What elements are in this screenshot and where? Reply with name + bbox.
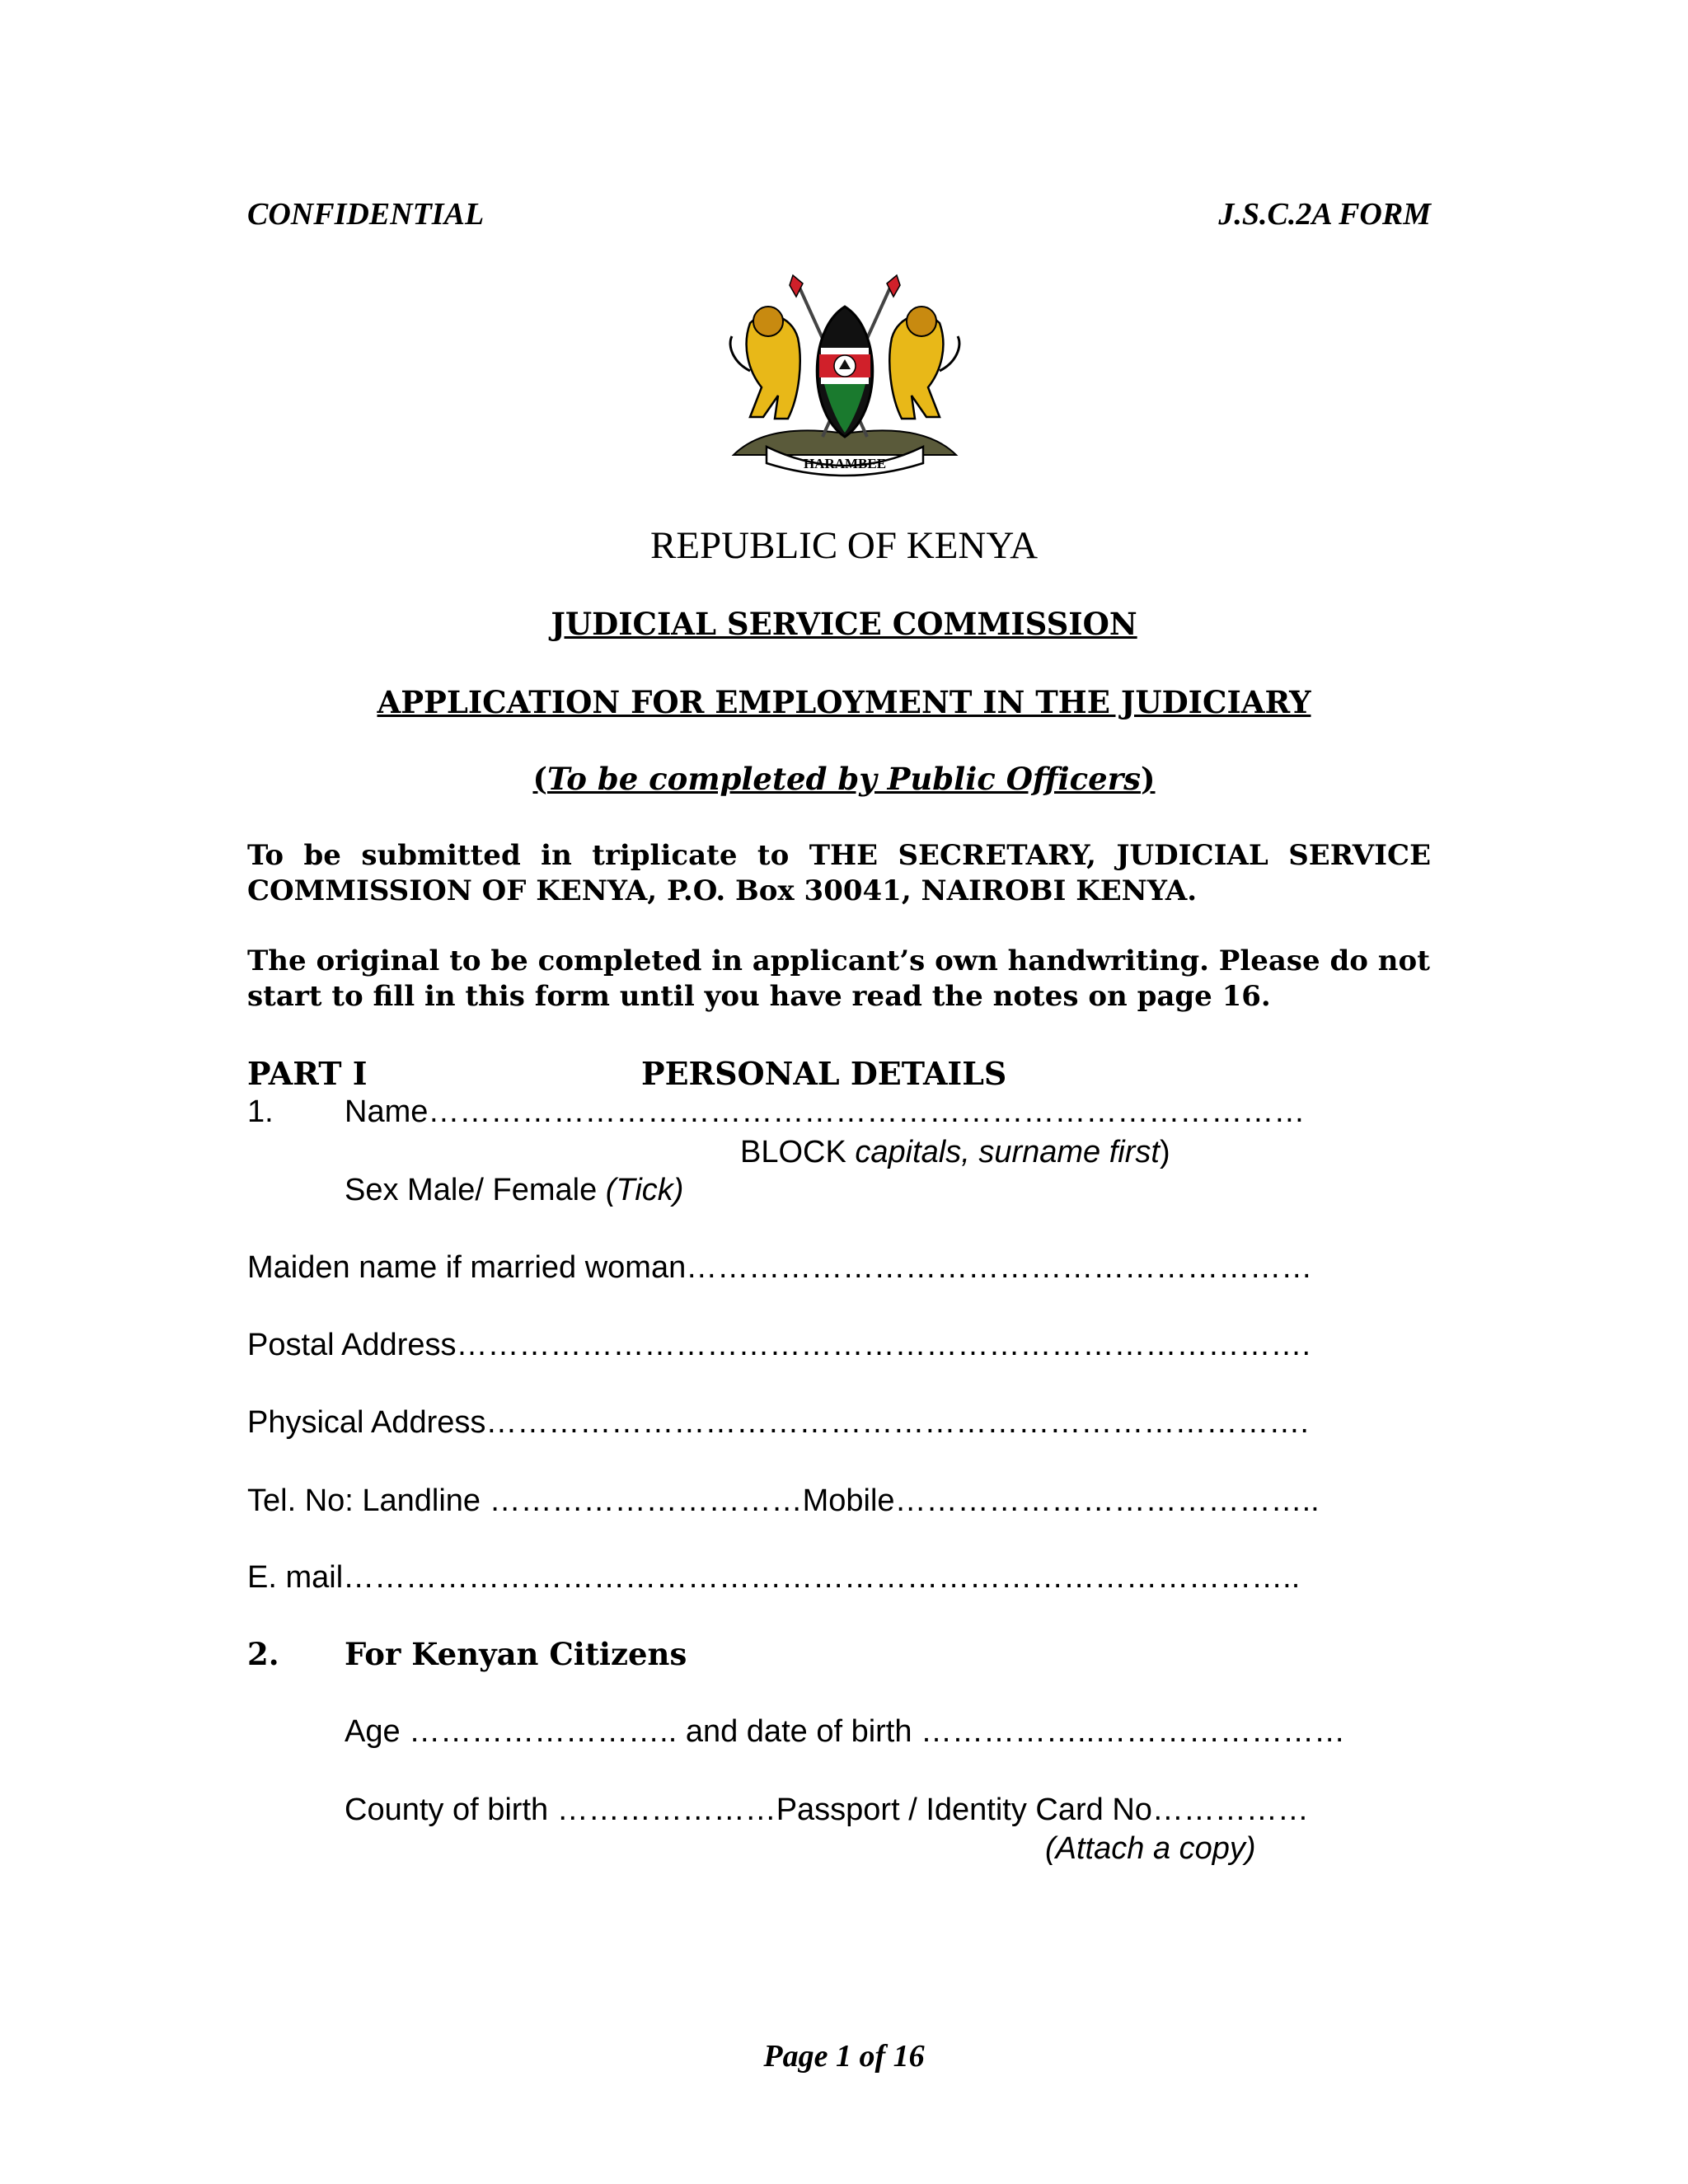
county-passport-field[interactable]: County of birth …………………Passport / Identity Card No…………… — [345, 1793, 1309, 1827]
applicant-subtitle — [0, 761, 1688, 797]
attach-copy-note: (Attach a copy) — [1045, 1831, 1256, 1866]
confidential-label: CONFIDENTIAL — [247, 197, 485, 232]
crest-motto: HARAMBEE — [803, 456, 887, 471]
name-hint — [740, 1135, 1170, 1170]
block-hint: capitals, surname first — [855, 1135, 1160, 1169]
commission-title: JUDICIAL SERVICE COMMISSION — [551, 606, 1137, 642]
question-2-number: 2. — [247, 1636, 279, 1672]
postal-address-field[interactable]: Postal Address………………………………………………………………………. — [247, 1328, 1311, 1362]
sex-field[interactable] — [345, 1173, 683, 1208]
part-number: PART I — [247, 1055, 368, 1092]
page-number: Page 1 of 16 — [763, 2039, 925, 2074]
question-1-number: 1. — [247, 1094, 274, 1129]
age-dob-field[interactable]: Age …………………….. and date of birth ……………..…………………… — [345, 1714, 1346, 1749]
physical-address-field[interactable]: Physical Address……………………………………………………………………. — [247, 1405, 1309, 1440]
block-suffix: ) — [1159, 1135, 1170, 1169]
republic-title: REPUBLIC OF KENYA — [649, 524, 1039, 567]
block-prefix: BLOCK — [740, 1135, 856, 1169]
maiden-name-field[interactable]: Maiden name if married woman…………………………………………………… — [247, 1250, 1313, 1285]
subtitle-text: To be completed by Public Officers — [546, 761, 1141, 797]
email-field[interactable]: E. mail……………………………………………………………………………….. — [247, 1560, 1301, 1595]
telephone-field[interactable]: Tel. No: Landline …………………………Mobile………………………………….. — [247, 1483, 1320, 1518]
submission-instructions: To be submitted in triplicate to THE SECRETARY, JUDICIAL SERVICE COMMISSION OF KENYA, P.O. Box 30041, NAIROBI KENYA. — [247, 839, 1431, 907]
handwriting-instructions: The original to be completed in applicant’s own handwriting. Please do not start to fill in this form until you have read the notes on page 16. — [247, 944, 1430, 1013]
subtitle-open: ( — [532, 761, 547, 797]
application-title: APPLICATION FOR EMPLOYMENT IN THE JUDICIARY — [377, 684, 1311, 720]
part-title: PERSONAL DETAILS — [641, 1055, 1007, 1092]
subtitle-close: ) — [1141, 761, 1156, 797]
kenyan-citizens-heading: For Kenyan Citizens — [345, 1636, 687, 1672]
sex-hint: (Tick) — [605, 1173, 684, 1207]
form-code: J.S.C.2A FORM — [1218, 197, 1431, 232]
sex-label: Sex Male/ Female — [345, 1173, 606, 1207]
name-field[interactable]: Name………………………………………………………………………… — [345, 1094, 1306, 1129]
kenya-coat-of-arms-icon — [717, 272, 973, 486]
